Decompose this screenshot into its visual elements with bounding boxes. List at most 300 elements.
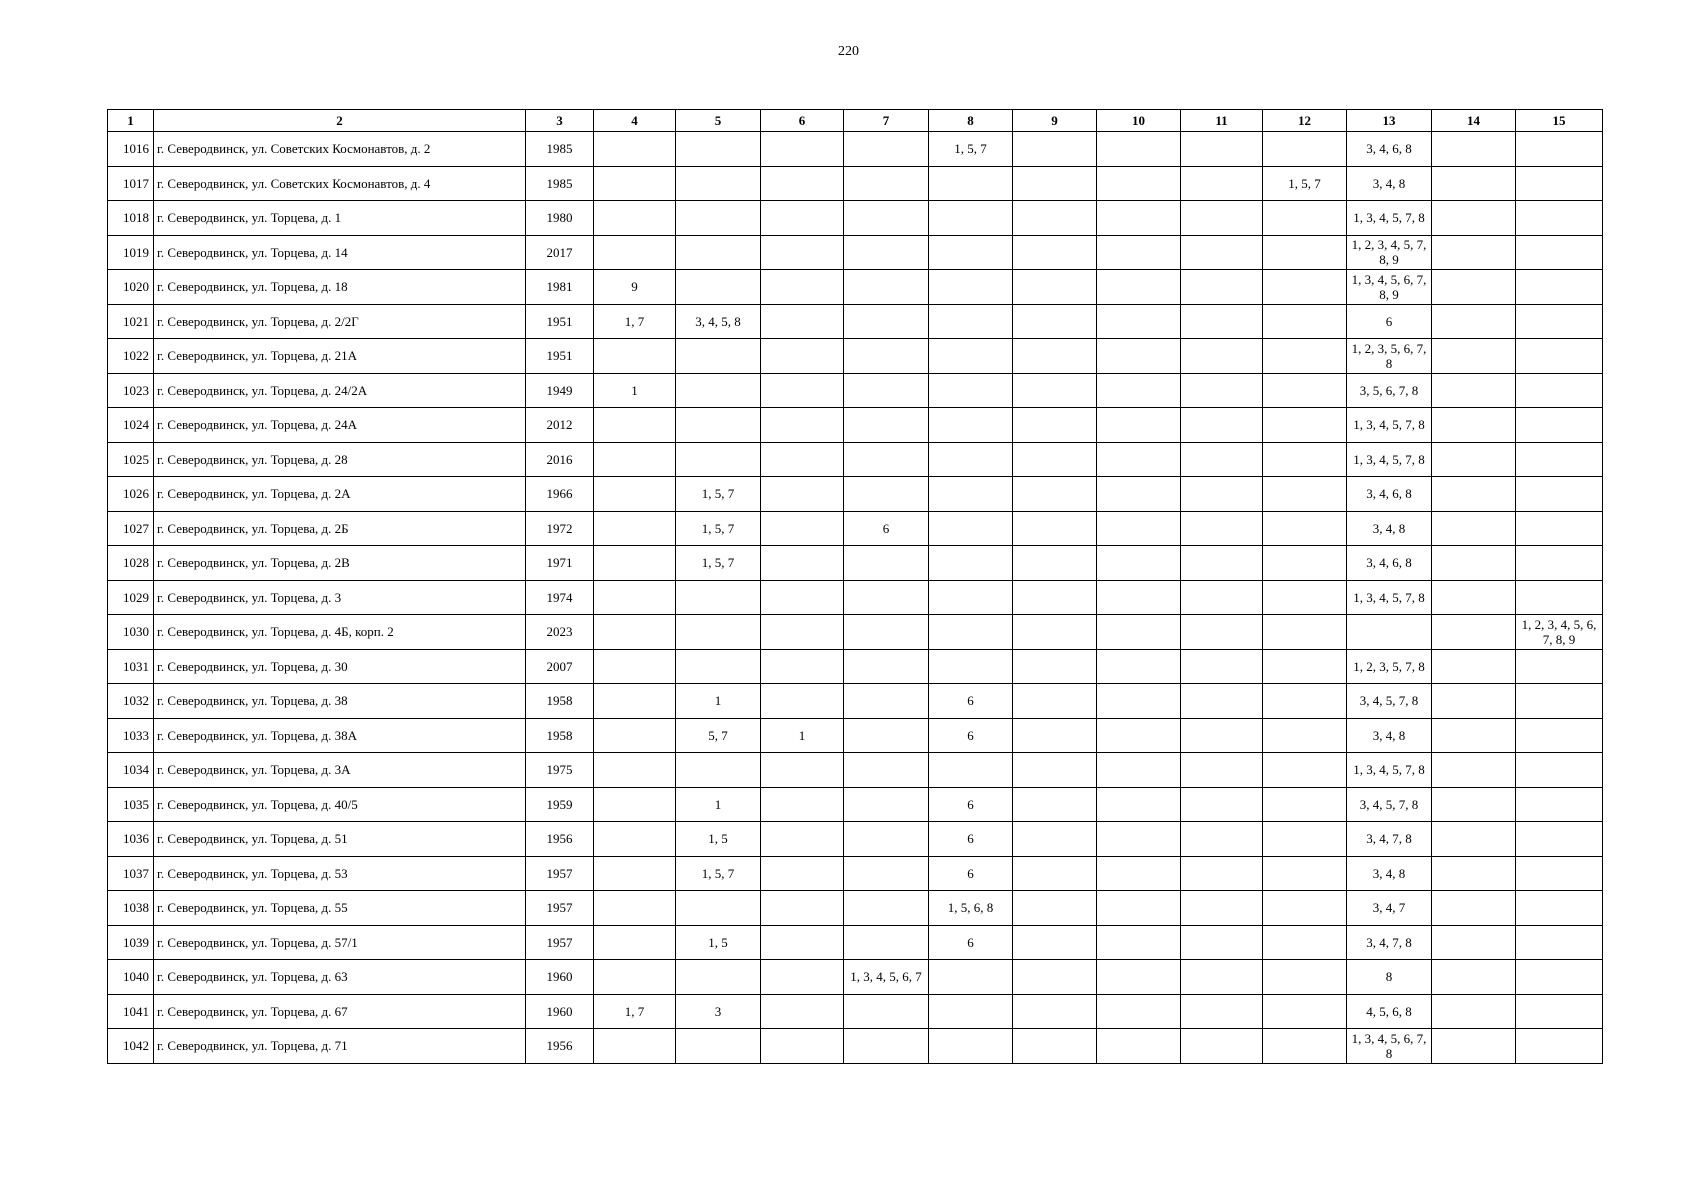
column-header: 3 [526,110,594,132]
row-number-cell: 1042 [108,1029,154,1064]
table-cell [844,580,929,615]
row-number-cell: 1034 [108,753,154,788]
table-cell: 3, 4, 6, 8 [1347,132,1432,167]
table-cell [844,684,929,719]
table-cell [1097,822,1181,857]
table-cell [1516,235,1603,270]
table-cell [1181,1029,1263,1064]
table-cell [761,546,844,581]
table-cell: 3, 4, 6, 8 [1347,477,1432,512]
table-cell: 6 [929,684,1013,719]
year-cell: 2023 [526,615,594,650]
table-cell [594,132,676,167]
table-cell [594,684,676,719]
table-cell: 3, 4, 8 [1347,718,1432,753]
table-cell [1013,408,1097,443]
row-number-cell: 1032 [108,684,154,719]
table-cell [761,1029,844,1064]
table-cell [1097,649,1181,684]
table-cell [1263,753,1347,788]
table-cell [1432,649,1516,684]
table-cell [594,925,676,960]
row-number-cell: 1041 [108,994,154,1029]
table-cell [1181,925,1263,960]
table-cell [1181,235,1263,270]
table-cell [1263,408,1347,443]
column-header: 4 [594,110,676,132]
table-cell [1263,615,1347,650]
table-cell [1097,304,1181,339]
table-cell [1013,891,1097,926]
table-cell [1013,546,1097,581]
table-cell [929,753,1013,788]
table-cell: 1 [594,373,676,408]
table-cell [1013,787,1097,822]
table-cell [1432,994,1516,1029]
row-number-cell: 1031 [108,649,154,684]
table-cell: 3, 4, 8 [1347,166,1432,201]
table-cell [1263,546,1347,581]
column-header: 7 [844,110,929,132]
table-cell [676,1029,761,1064]
table-cell [1263,718,1347,753]
table-cell [761,270,844,305]
column-header: 5 [676,110,761,132]
table-cell [594,546,676,581]
address-cell: г. Северодвинск, ул. Торцева, д. 24А [154,408,526,443]
table-cell: 1 [761,718,844,753]
table-cell [1263,580,1347,615]
row-number-cell: 1038 [108,891,154,926]
table-cell [1432,822,1516,857]
column-header: 9 [1013,110,1097,132]
table-cell: 1, 5 [676,822,761,857]
table-cell [761,235,844,270]
table-cell [844,373,929,408]
table-cell [1432,1029,1516,1064]
table-cell [1013,925,1097,960]
table-cell [594,753,676,788]
table-row [108,408,1603,443]
address-cell: г. Северодвинск, ул. Торцева, д. 4Б, корп. 2 [154,615,526,650]
table-row [108,270,1603,305]
column-header: 14 [1432,110,1516,132]
table-cell [1432,511,1516,546]
table-cell [1263,994,1347,1029]
table-cell: 3, 4, 5, 7, 8 [1347,684,1432,719]
table-cell [1181,373,1263,408]
year-cell: 1980 [526,201,594,236]
table-cell: 1, 5, 7 [1263,166,1347,201]
address-cell: г. Северодвинск, ул. Торцева, д. 3 [154,580,526,615]
table-cell [1263,925,1347,960]
table-cell [1013,166,1097,201]
table-cell [594,408,676,443]
year-cell: 1951 [526,339,594,374]
address-cell: г. Северодвинск, ул. Торцева, д. 53 [154,856,526,891]
row-number-cell: 1018 [108,201,154,236]
table-cell [1181,304,1263,339]
table-cell [1013,132,1097,167]
table-cell [1263,201,1347,236]
table-cell [594,511,676,546]
table-cell [1516,511,1603,546]
row-number-cell: 1030 [108,615,154,650]
table-cell [844,994,929,1029]
row-number-cell: 1035 [108,787,154,822]
year-cell: 1972 [526,511,594,546]
table-cell [844,477,929,512]
address-cell: г. Северодвинск, ул. Торцева, д. 14 [154,235,526,270]
table-cell [844,546,929,581]
year-cell: 1949 [526,373,594,408]
table-cell: 1, 3, 4, 5, 6, 7 [844,960,929,995]
table-cell [1263,649,1347,684]
address-cell: г. Северодвинск, ул. Торцева, д. 21А [154,339,526,374]
table-cell [594,201,676,236]
table-cell [1432,408,1516,443]
table-cell [1013,753,1097,788]
column-header: 8 [929,110,1013,132]
table-cell [1432,580,1516,615]
table-cell: 1, 2, 3, 4, 5, 7, 8, 9 [1347,235,1432,270]
table-cell [1013,339,1097,374]
table-cell [1181,477,1263,512]
table-cell [1432,339,1516,374]
table-cell [676,339,761,374]
table-cell: 1, 5, 6, 8 [929,891,1013,926]
address-cell: г. Северодвинск, ул. Торцева, д. 38 [154,684,526,719]
table-cell [1432,235,1516,270]
table-cell [594,1029,676,1064]
table-cell [1432,477,1516,512]
table-cell [1516,891,1603,926]
table-cell [1013,511,1097,546]
table-cell [1097,615,1181,650]
table-cell [1097,994,1181,1029]
table-cell [929,304,1013,339]
row-number-cell: 1022 [108,339,154,374]
table-row [108,201,1603,236]
table-row [108,994,1603,1029]
table-cell [844,1029,929,1064]
table-cell [761,201,844,236]
table-cell [844,787,929,822]
address-cell: г. Северодвинск, ул. Торцева, д. 28 [154,442,526,477]
table-cell [1516,166,1603,201]
row-number-cell: 1021 [108,304,154,339]
table-cell [1181,132,1263,167]
table-cell [1181,511,1263,546]
table-cell [1097,235,1181,270]
table-cell: 3 [676,994,761,1029]
table-row [108,960,1603,995]
table-cell [594,477,676,512]
address-cell: г. Северодвинск, ул. Торцева, д. 1 [154,201,526,236]
table-cell: 1, 3, 4, 5, 7, 8 [1347,753,1432,788]
table-row [108,511,1603,546]
table-cell [1263,891,1347,926]
table-cell [1097,201,1181,236]
address-cell: г. Северодвинск, ул. Торцева, д. 3А [154,753,526,788]
table-cell: 1, 3, 4, 5, 7, 8 [1347,580,1432,615]
table-cell [1013,477,1097,512]
table-cell: 1, 7 [594,304,676,339]
address-cell: г. Северодвинск, ул. Торцева, д. 67 [154,994,526,1029]
year-cell: 1957 [526,925,594,960]
table-row [108,339,1603,374]
table-cell [676,201,761,236]
table-cell [1516,580,1603,615]
table-cell [676,615,761,650]
table-cell [929,580,1013,615]
table-cell [844,132,929,167]
table-cell [1013,442,1097,477]
table-cell [1181,201,1263,236]
table-cell [929,373,1013,408]
table-cell: 5, 7 [676,718,761,753]
table-cell [1516,304,1603,339]
table-row [108,1029,1603,1064]
table-cell [1516,1029,1603,1064]
table-cell [1263,787,1347,822]
table-cell [929,166,1013,201]
table-cell [761,339,844,374]
table-cell [1181,166,1263,201]
table-cell [1432,925,1516,960]
column-header: 2 [154,110,526,132]
table-cell: 1, 5, 7 [676,511,761,546]
table-cell: 3, 4, 7, 8 [1347,925,1432,960]
table-cell: 1, 2, 3, 4, 5, 6, 7, 8, 9 [1516,615,1603,650]
table-cell [676,235,761,270]
table-cell [1097,339,1181,374]
table-cell [1097,753,1181,788]
table-cell [929,442,1013,477]
table-cell [594,856,676,891]
row-number-cell: 1025 [108,442,154,477]
address-cell: г. Северодвинск, ул. Торцева, д. 2В [154,546,526,581]
table-cell [1263,684,1347,719]
table-cell [844,718,929,753]
table-cell [1013,684,1097,719]
table-cell [1263,511,1347,546]
table-cell [929,235,1013,270]
year-cell: 1960 [526,994,594,1029]
table-cell [844,166,929,201]
address-cell: г. Северодвинск, ул. Торцева, д. 63 [154,960,526,995]
table-cell [1097,166,1181,201]
year-cell: 1985 [526,132,594,167]
table-cell: 6 [1347,304,1432,339]
table-cell [1432,684,1516,719]
table-cell [1516,132,1603,167]
table-cell [1181,580,1263,615]
table-cell [1097,477,1181,512]
year-cell: 1985 [526,166,594,201]
address-cell: г. Северодвинск, ул. Советских Космонавтов, д. 2 [154,132,526,167]
table-cell [1097,270,1181,305]
table-cell [844,822,929,857]
column-header: 12 [1263,110,1347,132]
table-cell [1181,891,1263,926]
table-cell [844,408,929,443]
table-cell [676,580,761,615]
table-cell [844,270,929,305]
table-cell [761,132,844,167]
table-cell [1181,753,1263,788]
table-cell [676,166,761,201]
row-number-cell: 1036 [108,822,154,857]
row-number-cell: 1017 [108,166,154,201]
table-cell [1516,822,1603,857]
table-cell: 1, 2, 3, 5, 7, 8 [1347,649,1432,684]
table-row [108,546,1603,581]
table-cell: 3, 4, 5, 8 [676,304,761,339]
table-cell [1097,442,1181,477]
table-cell [676,891,761,926]
table-row [108,787,1603,822]
year-cell: 1957 [526,856,594,891]
table-cell [1263,856,1347,891]
table-cell: 1, 3, 4, 5, 6, 7, 8 [1347,1029,1432,1064]
table-cell: 6 [844,511,929,546]
year-cell: 1975 [526,753,594,788]
table-cell [1097,580,1181,615]
table-cell [1263,132,1347,167]
table-cell [1516,408,1603,443]
table-cell [844,649,929,684]
table-cell [676,442,761,477]
table-cell: 1, 5, 7 [676,546,761,581]
table-cell [594,580,676,615]
table-cell [1013,718,1097,753]
table-cell [1516,649,1603,684]
table-cell [594,442,676,477]
table-cell [594,891,676,926]
year-cell: 1958 [526,718,594,753]
year-cell: 1959 [526,787,594,822]
table-cell [676,373,761,408]
table-cell [1097,856,1181,891]
table-cell: 3, 4, 8 [1347,511,1432,546]
table-cell [1263,442,1347,477]
table-cell [1516,201,1603,236]
table-cell [1097,408,1181,443]
table-cell: 3, 4, 8 [1347,856,1432,891]
table-cell [1263,960,1347,995]
table-cell [1181,615,1263,650]
table-cell [1181,546,1263,581]
table-cell [1432,615,1516,650]
table-cell [1181,684,1263,719]
data-table [107,109,1603,1064]
table-cell [1097,925,1181,960]
row-number-cell: 1028 [108,546,154,581]
year-cell: 2012 [526,408,594,443]
table-cell [1516,270,1603,305]
table-cell [1516,787,1603,822]
row-number-cell: 1029 [108,580,154,615]
table-cell [1013,235,1097,270]
table-row [108,580,1603,615]
table-cell [1013,856,1097,891]
address-cell: г. Северодвинск, ул. Торцева, д. 55 [154,891,526,926]
table-cell [1097,787,1181,822]
table-cell [1013,649,1097,684]
table-cell [761,684,844,719]
address-cell: г. Северодвинск, ул. Торцева, д. 71 [154,1029,526,1064]
table-cell [761,166,844,201]
table-cell [844,891,929,926]
table-cell [1516,477,1603,512]
table-cell [1181,408,1263,443]
table-cell: 1 [676,787,761,822]
address-cell: г. Северодвинск, ул. Торцева, д. 57/1 [154,925,526,960]
table-cell [761,994,844,1029]
table-row [108,304,1603,339]
table-cell [1516,684,1603,719]
table-cell: 1, 5, 7 [929,132,1013,167]
table-cell [1432,166,1516,201]
table-cell [1181,960,1263,995]
column-header: 6 [761,110,844,132]
table-row [108,891,1603,926]
address-cell: г. Северодвинск, ул. Торцева, д. 24/2А [154,373,526,408]
table-cell [594,822,676,857]
table-cell: 1, 3, 4, 5, 6, 7, 8, 9 [1347,270,1432,305]
table-cell [1097,546,1181,581]
table-cell [1181,339,1263,374]
table-cell [1432,960,1516,995]
address-cell: г. Северодвинск, ул. Торцева, д. 2Б [154,511,526,546]
address-cell: г. Северодвинск, ул. Торцева, д. 2/2Г [154,304,526,339]
row-number-cell: 1040 [108,960,154,995]
year-cell: 1981 [526,270,594,305]
table-cell [929,649,1013,684]
table-cell [761,580,844,615]
table-cell [1263,477,1347,512]
table-cell [929,201,1013,236]
year-cell: 2007 [526,649,594,684]
table-cell: 1, 5, 7 [676,477,761,512]
table-cell [761,477,844,512]
table-cell [676,753,761,788]
table-row [108,132,1603,167]
table-cell [1516,546,1603,581]
column-header: 15 [1516,110,1603,132]
table-cell: 1, 5 [676,925,761,960]
table-cell [676,408,761,443]
table-cell: 8 [1347,960,1432,995]
table-cell [844,442,929,477]
table-cell [1263,373,1347,408]
table-cell [929,546,1013,581]
table-cell [1013,1029,1097,1064]
year-cell: 1974 [526,580,594,615]
address-cell: г. Северодвинск, ул. Торцева, д. 30 [154,649,526,684]
row-number-cell: 1020 [108,270,154,305]
table-cell [1181,856,1263,891]
table-cell [1013,615,1097,650]
table-cell [1013,270,1097,305]
table-cell [1013,960,1097,995]
table-cell [594,339,676,374]
table-cell [676,132,761,167]
address-cell: г. Северодвинск, ул. Торцева, д. 40/5 [154,787,526,822]
table-cell [761,615,844,650]
table-cell [1432,753,1516,788]
